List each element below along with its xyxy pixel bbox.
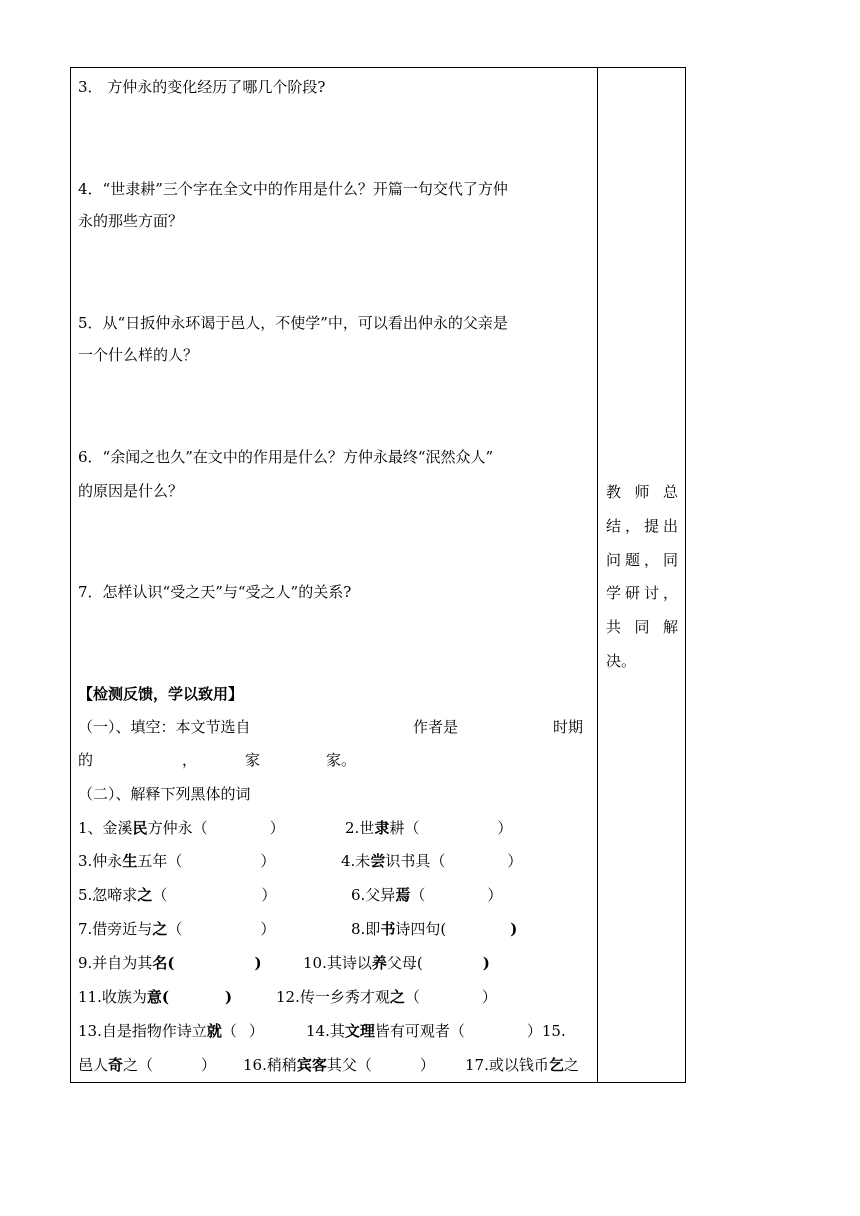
vocab-item-14: 14.其文理皆有可观者（ ）15.: [306, 1022, 566, 1040]
question-5-line1: 5．从“日扳仲永环谒于邑人，不使学”中，可以看出仲永的父亲是: [78, 314, 508, 332]
fill-blank-comma: ，: [182, 751, 198, 769]
vocab-item-9: 9.并自为其名( ): [78, 954, 262, 972]
vocab-item-11: 11.收族为意( ): [78, 988, 233, 1006]
teacher-note-line2: 结，提出: [606, 517, 678, 535]
column-divider: [597, 67, 598, 1083]
fill-blank-jia2: 家。: [326, 751, 357, 769]
fill-blank-label: （一）、填空：本文节选自: [78, 718, 251, 736]
question-3: 3． 方仲永的变化经历了哪几个阶段?: [78, 78, 326, 96]
vocab-item-17: 17.或以钱币乞之: [465, 1056, 579, 1074]
vocab-item-6: 6.父异焉（ ）: [351, 886, 503, 904]
fill-blank-period: 时期: [553, 718, 584, 736]
section-heading: 【检测反馈，学以致用】: [78, 685, 244, 703]
teacher-note-line5: 共同解: [606, 618, 678, 636]
teacher-note-line1: 教师总: [606, 483, 678, 501]
vocab-item-5: 5.忽啼求之（ ）: [78, 886, 277, 904]
vocab-item-15: 邑人奇之（ ）: [78, 1056, 217, 1074]
vocab-item-12: 12.传一乡秀才观之（ ）: [276, 988, 497, 1006]
vocab-item-1: 1、金溪民方仲永（ ）: [78, 819, 285, 837]
vocab-item-2: 2.世隶耕（ ）: [345, 819, 513, 837]
teacher-note-line6: 决。: [606, 652, 637, 670]
question-6-line2: 的原因是什么？: [78, 482, 184, 500]
question-4-line2: 永的那些方面？: [78, 212, 184, 230]
vocab-item-10: 10.其诗以养父母( ): [303, 954, 490, 972]
explain-heading: （二）、解释下列黑体的词: [78, 785, 251, 803]
teacher-note-line3: 问题，同: [606, 551, 678, 569]
vocab-item-8: 8.即书诗四句( ): [351, 920, 518, 938]
vocab-item-16: 16.稍稍宾客其父（ ）: [243, 1056, 435, 1074]
question-5-line2: 一个什么样的人？: [78, 346, 199, 364]
question-4-line1: 4．“世隶耕”三个字在全文中的作用是什么？开篇一句交代了方仲: [78, 180, 508, 198]
question-6-line1: 6．“余闻之也久”在文中的作用是什么？方仲永最终“泯然众人”: [78, 448, 494, 466]
fill-blank-author: 作者是: [413, 718, 459, 736]
fill-blank-jia1: 家: [245, 751, 261, 769]
teacher-note-line4: 学研讨，: [606, 584, 678, 602]
fill-blank-de: 的: [78, 751, 94, 769]
vocab-item-13: 13.自是指物作诗立就（ ）: [78, 1022, 264, 1040]
vocab-item-3: 3.仲永生五年（ ）: [78, 852, 276, 870]
question-7: 7．怎样认识“受之天”与“受之人”的关系?: [78, 583, 352, 601]
vocab-item-4: 4.未尝识书具（ ）: [341, 852, 523, 870]
vocab-item-7: 7.借旁近与之（ ）: [78, 920, 276, 938]
